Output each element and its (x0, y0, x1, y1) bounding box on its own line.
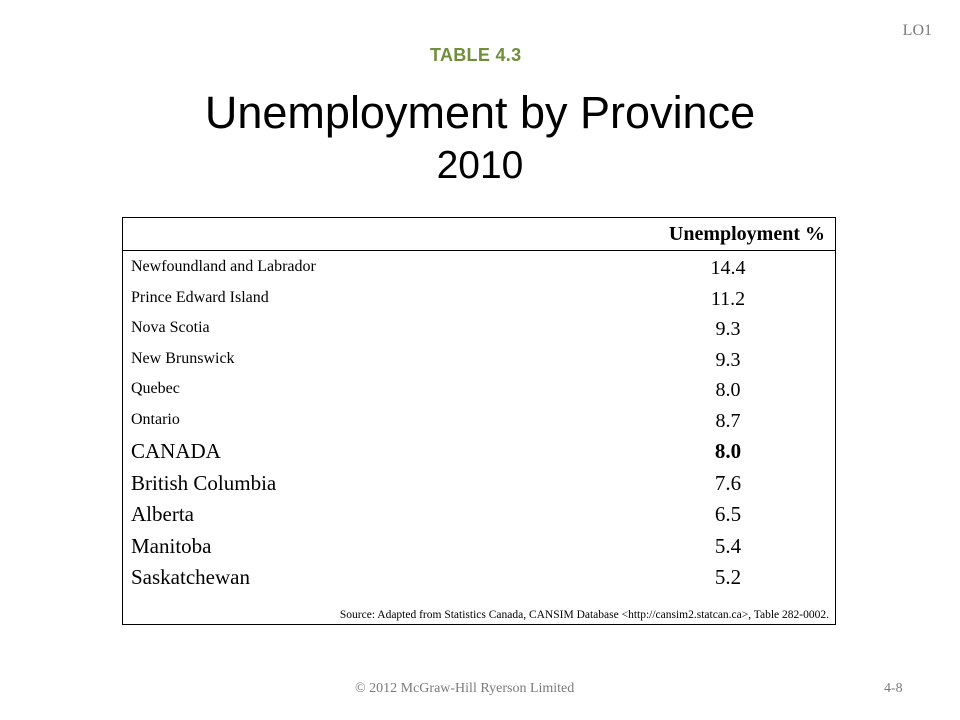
province-name: Quebec (131, 380, 180, 397)
table-row (123, 254, 835, 285)
table-row (123, 315, 835, 346)
unemployment-value: 9.3 (715, 348, 741, 371)
province-name: CANADA (131, 439, 221, 463)
page-title: Unemployment by Province (204, 87, 756, 138)
source-note: Source: Adapted from Statistics Canada, CANSIM Database <http://cansim2.statcan.ca>, Table 282-0002. (339, 609, 829, 621)
unemployment-value: 8.0 (715, 379, 741, 401)
table-row (123, 469, 835, 501)
unemployment-value: 6.5 (714, 502, 742, 526)
table-row (123, 563, 835, 595)
province-name: Ontario (131, 410, 180, 428)
unemployment-value: 8.7 (715, 409, 741, 432)
unemployment-value: 5.2 (714, 565, 742, 589)
table-row (123, 407, 835, 438)
column-header-unemployment: Unemployment % (668, 223, 825, 245)
province-name: Manitoba (131, 533, 212, 558)
province-name: Prince Edward Island (131, 288, 269, 306)
table-body (123, 254, 835, 595)
province-name: Saskatchewan (131, 565, 250, 589)
table-row (123, 532, 835, 564)
table-header (123, 218, 835, 251)
table-row (123, 346, 835, 377)
province-name: Alberta (131, 502, 194, 526)
unemployment-value: 9.3 (715, 318, 741, 340)
unemployment-value: 7.6 (714, 470, 742, 495)
footer-page-number: 4-8 (884, 681, 903, 696)
footer-copyright: © 2012 McGraw-Hill Ryerson Limited (355, 681, 575, 696)
province-name: Newfoundland and Labrador (131, 258, 316, 275)
table-row (123, 376, 835, 407)
province-name: British Columbia (131, 470, 277, 495)
province-name: New Brunswick (131, 349, 235, 367)
unemployment-value: 5.4 (714, 533, 742, 558)
unemployment-value: 11.2 (710, 287, 746, 310)
page-subtitle-year: 2010 (436, 144, 524, 187)
learning-objective-tag: LO1 (902, 22, 932, 39)
table-row (123, 285, 835, 316)
table-row (123, 500, 835, 532)
table-label: TABLE 4.3 (430, 45, 522, 65)
province-name: Nova Scotia (131, 319, 210, 336)
unemployment-value: 8.0 (714, 439, 742, 463)
table-row-national (123, 437, 835, 469)
unemployment-table (122, 217, 836, 625)
unemployment-value: 14.4 (710, 257, 746, 279)
